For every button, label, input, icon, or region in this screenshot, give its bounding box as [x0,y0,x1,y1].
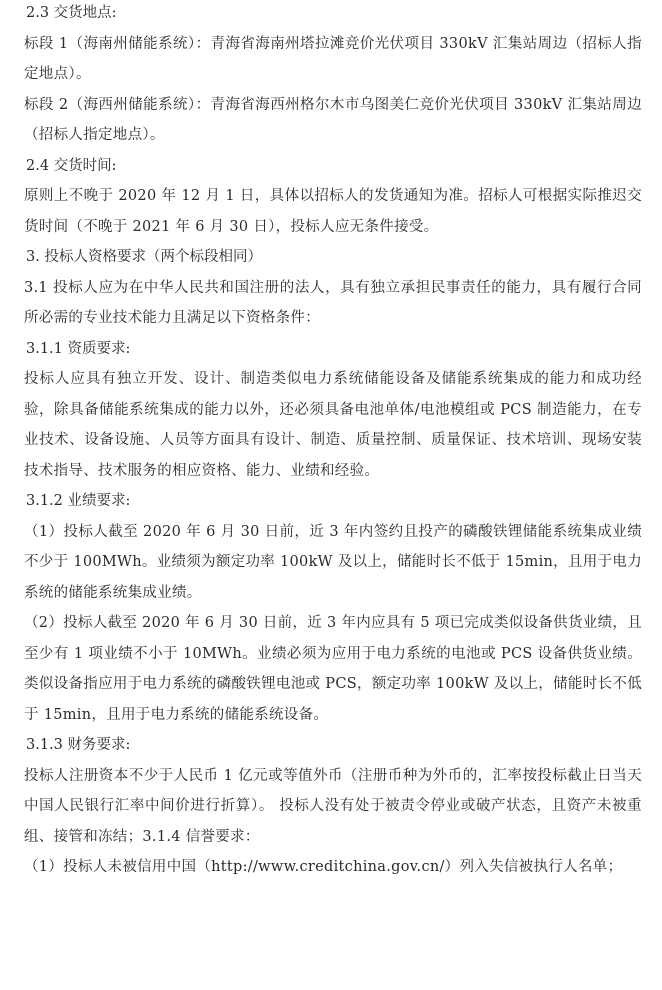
section-3-1-2-item1: （1）投标人截至 2020 年 6 月 30 日前，近 3 年内签约且投产的磷酸铁锂储能系统集成业绩不少于 100MWh。业绩须为额定功率 100kW 及以上，储能时长不低于 15min，且用于电力系统的储能系统集成业绩。 [24,523,642,601]
section-2-3-heading: 2.3 交货地点: [26,5,117,21]
section-3-1-body: 3.1 投标人应为在中华人民共和国注册的法人，具有独立承担民事责任的能力，具有履行合同所必需的专业技术能力且满足以下资格条件： [24,279,642,326]
section-3-heading: 3. 投标人资格要求（两个标段相同） [26,249,262,265]
section-3-1-3-heading: 3.1.3 财务要求: [26,737,131,753]
section-3-1-2-item2: （2）投标人截至 2020 年 6 月 30 日前，近 3 年内应具有 5 项已完成类似设备供货业绩，且至少有 1 项业绩不小于 10MWh。业绩必须为应用于电力系统的电池或 PCS 设备供货业绩。类似设备指应用于电力系统的磷酸铁锂电池或 PCS，额定功率 100kW 及以上，储能时长不低于 15min，且用于电力系统的储能系统设备。 [24,615,642,723]
section-2-3-lot1: 标段 1（海南州储能系统）：青海省海南州塔拉滩竞价光伏项目 330kV 汇集站周边（招标人指定地点）。 [24,35,642,82]
section-3-1-2-heading: 3.1.2 业绩要求: [26,493,131,509]
section-2-3-lot2: 标段 2（海西州储能系统）：青海省海西州格尔木市乌图美仁竞价光伏项目 330kV 汇集站周边（招标人指定地点）。 [24,96,642,143]
section-2-4-body: 原则上不晚于 2020 年 12 月 1 日，具体以招标人的发货通知为准。招标人可根据实际推迟交货时间（不晚于 2021 年 6 月 30 日），投标人应无条件接受。 [24,188,642,235]
section-3-1-3-body: 投标人注册资本不少于人民币 1 亿元或等值外币（注册币种为外币的，汇率按投标截止日当天中国人民银行汇率中间价进行折算）。 投标人没有处于被责令停业或破产状态，且资产未被重组、接管和冻结；3.1.4 信誉要求： [24,767,642,845]
section-2-4-heading: 2.4 交货时间: [26,157,117,174]
section-3-1-1-heading: 3.1.1 资质要求: [26,340,131,357]
section-3-1-4-item1: （1）投标人未被信用中国（http://www.creditchina.gov.cn/）列入失信被执行人名单； [24,859,623,875]
section-3-1-1-body: 投标人应具有独立开发、设计、制造类似电力系统储能设备及储能系统集成的能力和成功经验，除具备储能系统集成的能力以外，还必须具备电池单体/电池模组或 PCS 制造能力，在专业技术、设备设施、人员等方面具有设计、制造、质量控制、质量保证、技术培训、现场安装技术指导、技术服务的相应资格、能力、业绩和经验。 [24,371,642,479]
